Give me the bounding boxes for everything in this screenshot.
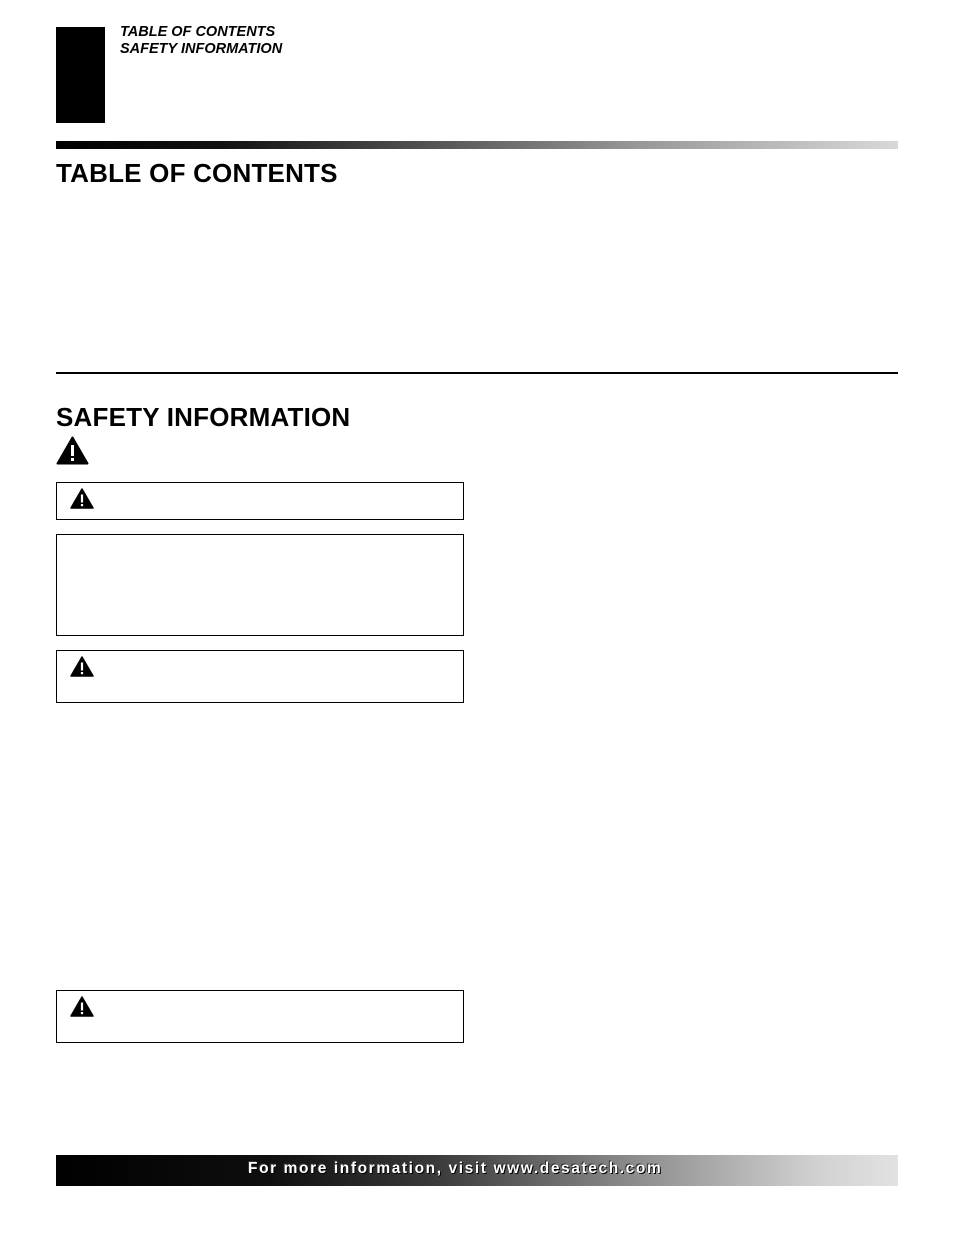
warning-triangle-icon	[70, 996, 94, 1017]
header-gradient-bar	[56, 141, 898, 149]
warning-triangle-icon	[70, 488, 94, 509]
footer-info-text: For more information, visit www.desatech.com	[248, 1160, 663, 1177]
section-divider	[56, 372, 898, 374]
notice-box	[56, 534, 464, 636]
running-header-line-2: SAFETY INFORMATION	[120, 41, 283, 57]
warning-triangle-icon	[56, 436, 89, 465]
toc-heading: TABLE OF CONTENTS	[56, 158, 338, 188]
page-corner-block	[56, 27, 105, 123]
warning-triangle-icon	[70, 656, 94, 677]
warning-box-3	[56, 990, 464, 1043]
footer-bar	[56, 1155, 898, 1186]
safety-heading: SAFETY INFORMATION	[56, 402, 351, 432]
warning-box-2	[56, 650, 464, 703]
running-header	[120, 24, 282, 58]
warning-box-1	[56, 482, 464, 520]
running-header-line-1: TABLE OF CONTENTS	[120, 24, 276, 40]
